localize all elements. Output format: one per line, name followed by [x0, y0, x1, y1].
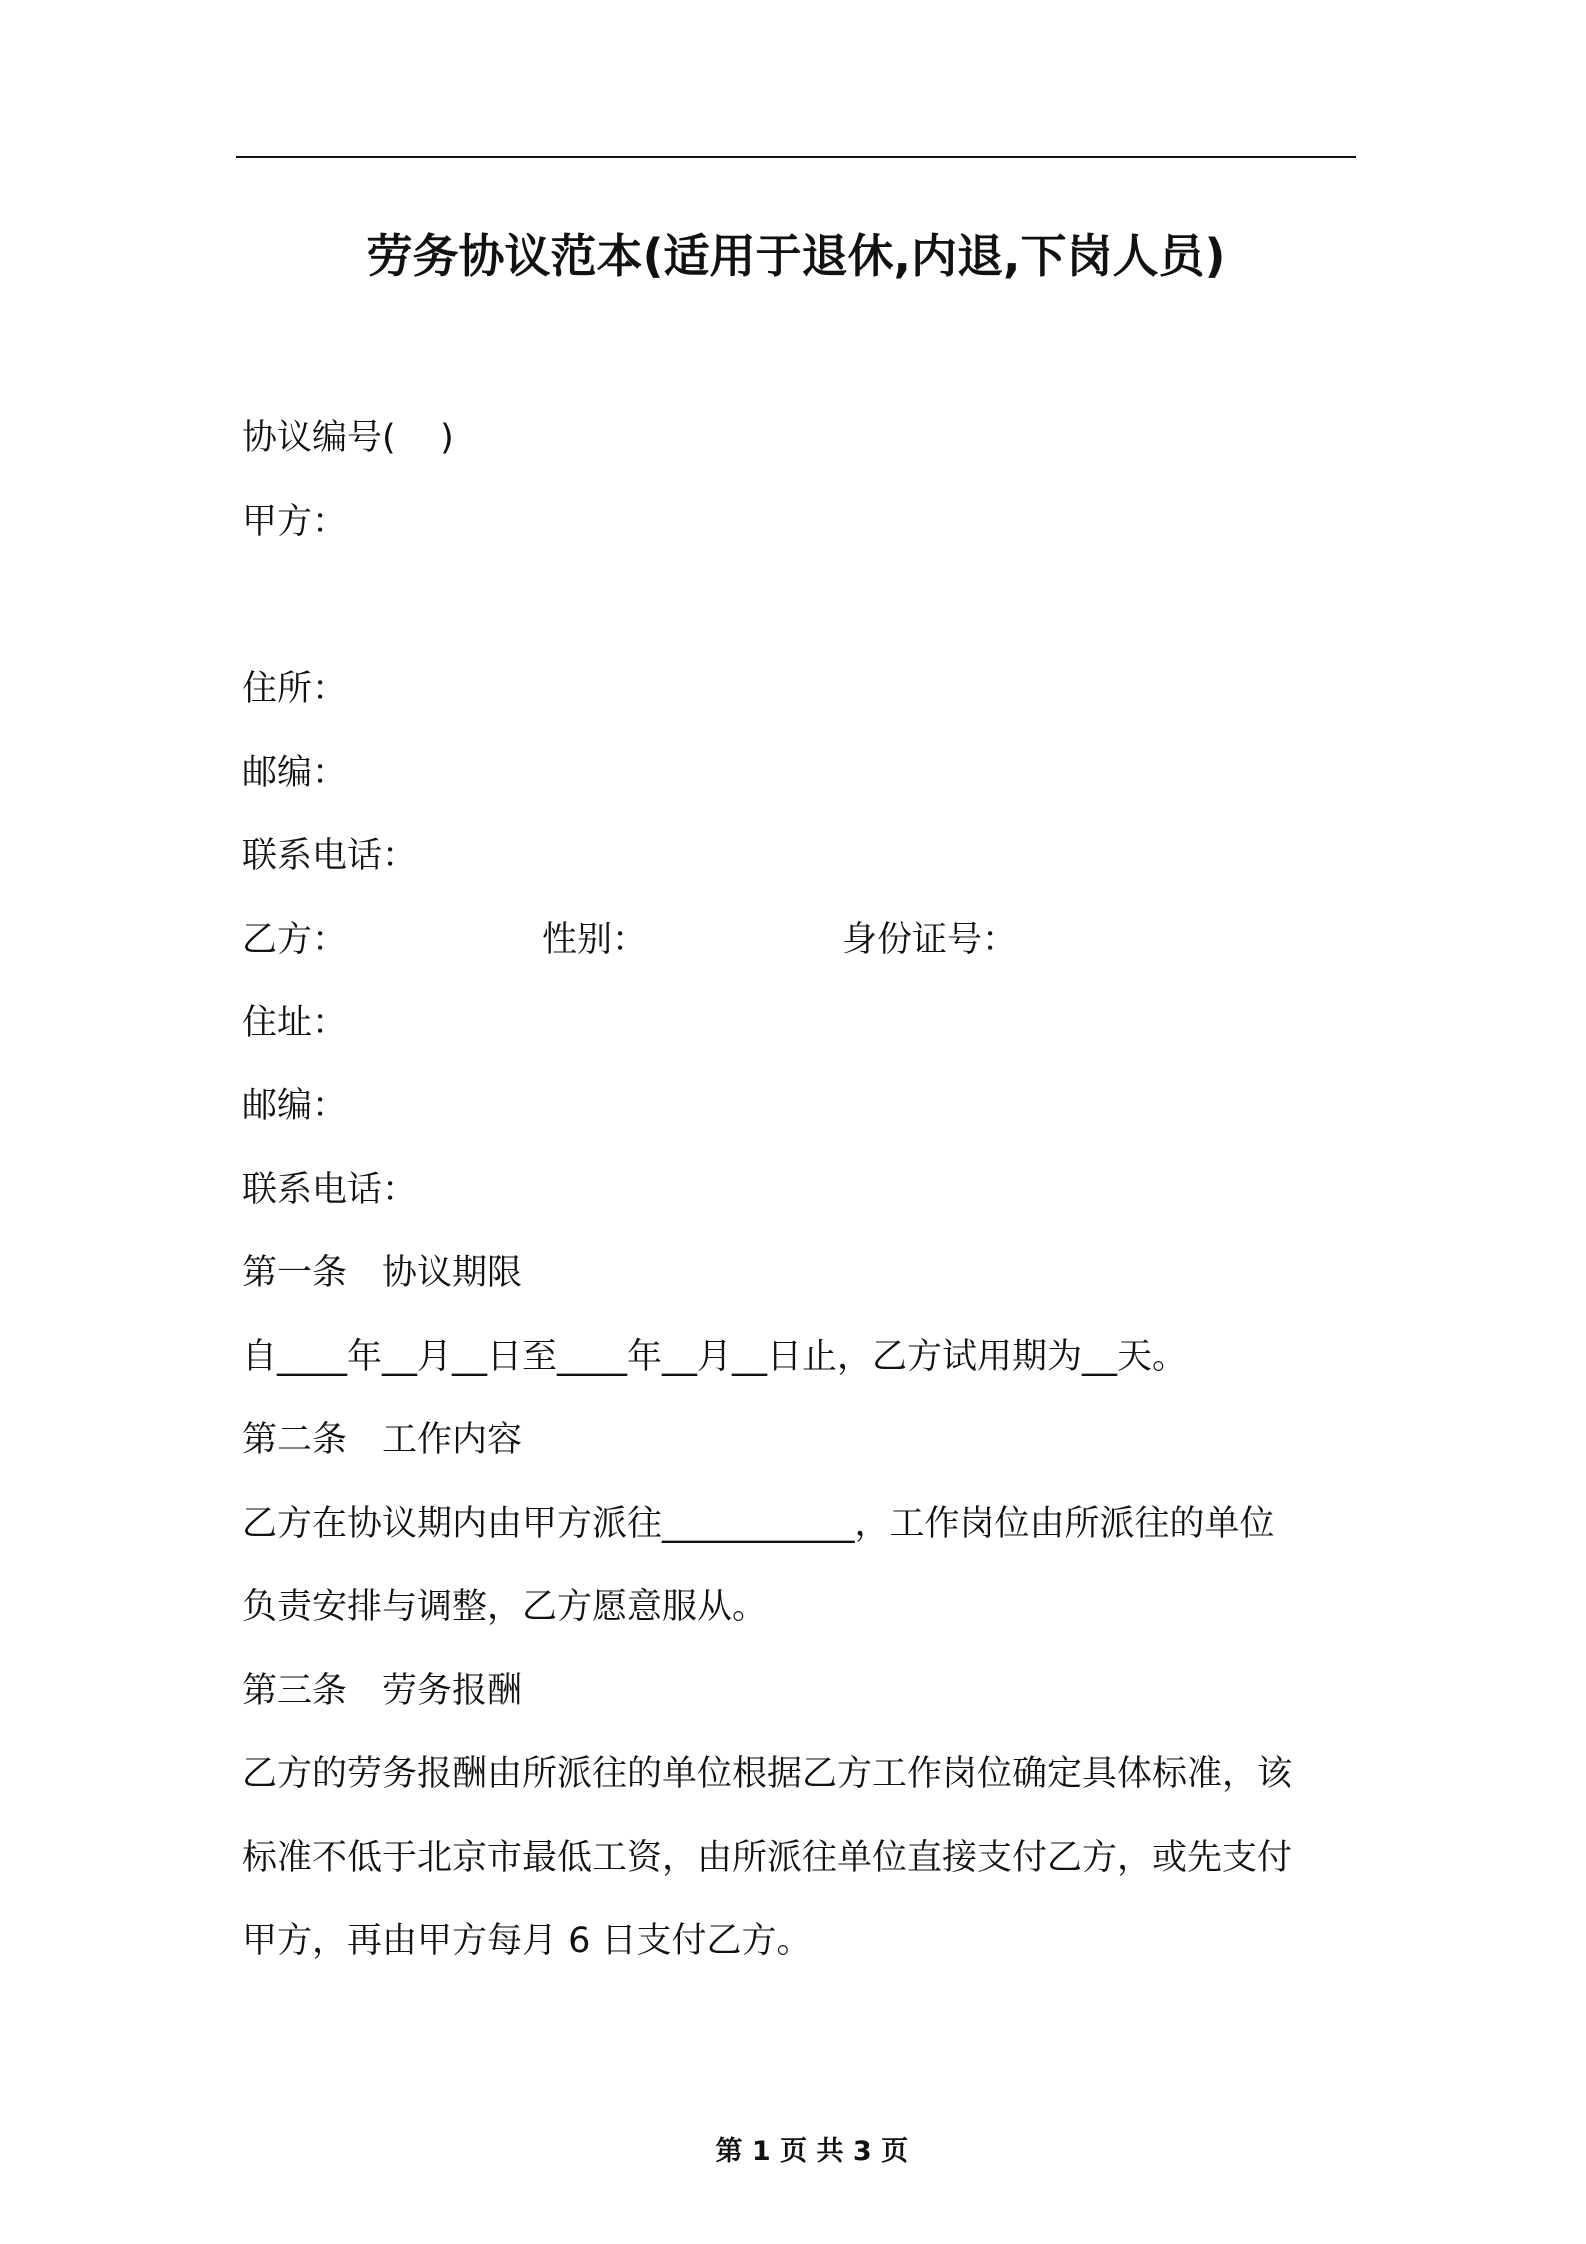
party-b-phone: 联系电话：: [242, 1170, 418, 1210]
agreement-number: 协议编号( ): [242, 418, 454, 458]
document-title: 劳务协议范本(适用于退休,内退,下岗人员): [366, 229, 1226, 283]
article-3-line-3: 甲方，再由甲方每月 6 日支付乙方。: [242, 1921, 812, 1961]
party-b-label: 乙方：: [242, 920, 348, 960]
article-2-heading: 第二条 工作内容: [242, 1420, 523, 1460]
article-3-line-2: 标准不低于北京市最低工资，由所派往单位直接支付乙方，或先支付: [242, 1838, 1293, 1878]
page-footer: [0, 2098, 1586, 2199]
party-a-postcode: 邮编：: [242, 753, 348, 793]
page-number-label: 第 1 页 共 3 页: [715, 2136, 909, 2167]
header-rule: [236, 156, 1356, 158]
article-3-line-1: 乙方的劳务报酬由所派往的单位根据乙方工作岗位确定具体标准，该: [242, 1754, 1293, 1794]
article-2-line-1: 乙方在协议期内由甲方派往___________，工作岗位由所派往的单位: [242, 1504, 1275, 1544]
article-1-text: 自____年__月__日至____年__月__日止，乙方试用期为__天。: [242, 1337, 1188, 1377]
party-b-postcode: 邮编：: [242, 1086, 348, 1126]
article-2-line-2: 负责安排与调整，乙方愿意服从。: [242, 1587, 768, 1627]
party-a-address: 住所：: [242, 669, 348, 709]
party-b-address: 住址：: [242, 1003, 348, 1043]
party-a-phone: 联系电话：: [242, 836, 418, 876]
party-b-gender: 性别：: [542, 920, 648, 960]
article-1-heading: 第一条 协议期限: [242, 1253, 523, 1293]
party-b-id-number: 身份证号：: [842, 920, 1018, 960]
article-3-heading: 第三条 劳务报酬: [242, 1671, 523, 1711]
party-a-label: 甲方：: [242, 502, 348, 542]
